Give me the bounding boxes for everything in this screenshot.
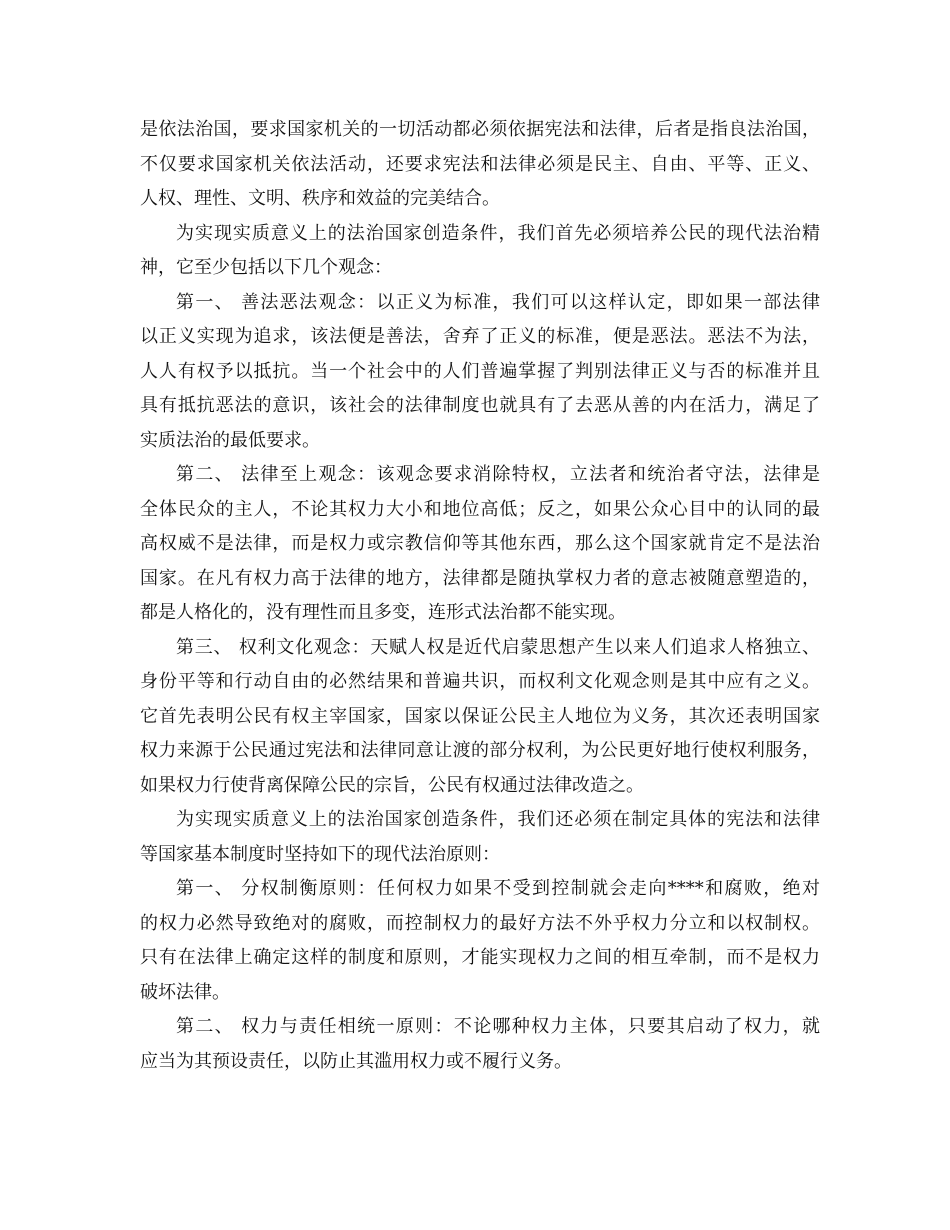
text-line: 高权威不是法律，而是权力或宗教信仰等其他东西，那么这个国家就肯定不是法治 bbox=[140, 533, 820, 554]
text-line: 等国家基本制度时坚持如下的现代法治原则： bbox=[140, 843, 500, 865]
text-line: 为实现实质意义上的法治国家创造条件，我们首先必须培养公民的现代法治精 bbox=[176, 222, 820, 244]
text-line: 是依法治国，要求国家机关的一切活动都必须依据宪法和法律，后者是指良法治国， bbox=[140, 119, 820, 140]
text-line: 它首先表明公民有权主宰国家，国家以保证公民主人地位为义务，其次还表明国家 bbox=[140, 705, 820, 727]
text-line: 第二、 权力与责任相统一原则：不论哪种权力主体，只要其启动了权力，就 bbox=[176, 1016, 820, 1037]
text-line: 破坏法律。 bbox=[140, 981, 230, 1003]
text-line: 身份平等和行动自由的必然结果和普遍共识，而权利文化观念则是其中应有之义。 bbox=[140, 671, 820, 692]
text-line: 国家。在凡有权力高于法律的地方，法律都是随执掌权力者的意志被随意塑造的， bbox=[140, 567, 820, 589]
text-line: 全体民众的主人，不论其权力大小和地位高低；反之，如果公众心目中的认同的最 bbox=[140, 498, 820, 520]
text-line: 第一、 善法恶法观念：以正义为标准，我们可以这样认定，即如果一部法律 bbox=[176, 291, 820, 313]
text-line: 第三、 权利文化观念：天赋人权是近代启蒙思想产生以来人们追求人格独立、 bbox=[176, 636, 820, 658]
text-line: 实质法治的最低要求。 bbox=[140, 429, 320, 451]
text-line: 如果权力行使背离保障公民的宗旨，公民有权通过法律改造之。 bbox=[140, 774, 644, 796]
text-line: 只有在法律上确定这样的制度和原则，才能实现权力之间的相互牵制，而不是权力 bbox=[140, 947, 820, 968]
text-line: 都是人格化的，没有理性而且多变，连形式法治都不能实现。 bbox=[140, 602, 626, 623]
text-line: 以正义实现为追求，该法便是善法，舍弃了正义的标准，便是恶法。恶法不为法， bbox=[140, 326, 820, 347]
text-line: 不仅要求国家机关依法活动，还要求宪法和法律必须是民主、自由、平等、正义、 bbox=[140, 153, 820, 175]
text-line: 第一、 分权制衡原则：任何权力如果不受到控制就会走向****和腐败，绝对 bbox=[176, 878, 820, 899]
text-line: 应当为其预设责任，以防止其滥用权力或不履行义务。 bbox=[140, 1050, 572, 1072]
text-line: 神，它至少包括以下几个观念： bbox=[140, 257, 392, 278]
text-line: 的权力必然导致绝对的腐败，而控制权力的最好方法不外乎权力分立和以权制权。 bbox=[140, 912, 820, 934]
text-line: 具有抵抗恶法的意识，该社会的法律制度也就具有了去恶从善的内在活力，满足了 bbox=[140, 395, 820, 416]
text-line: 权力来源于公民通过宪法和法律同意让渡的部分权利，为公民更好地行使权利服务， bbox=[140, 740, 820, 761]
text-line: 人人有权予以抵抗。当一个社会中的人们普遍掌握了判别法律正义与否的标准并且 bbox=[140, 360, 820, 382]
text-line: 人权、理性、文明、秩序和效益的完美结合。 bbox=[140, 188, 500, 209]
text-line: 第二、 法律至上观念：该观念要求消除特权，立法者和统治者守法，法律是 bbox=[176, 464, 820, 485]
text-line: 为实现实质意义上的法治国家创造条件，我们还必须在制定具体的宪法和法律 bbox=[176, 809, 820, 830]
document-body bbox=[140, 113, 820, 1079]
